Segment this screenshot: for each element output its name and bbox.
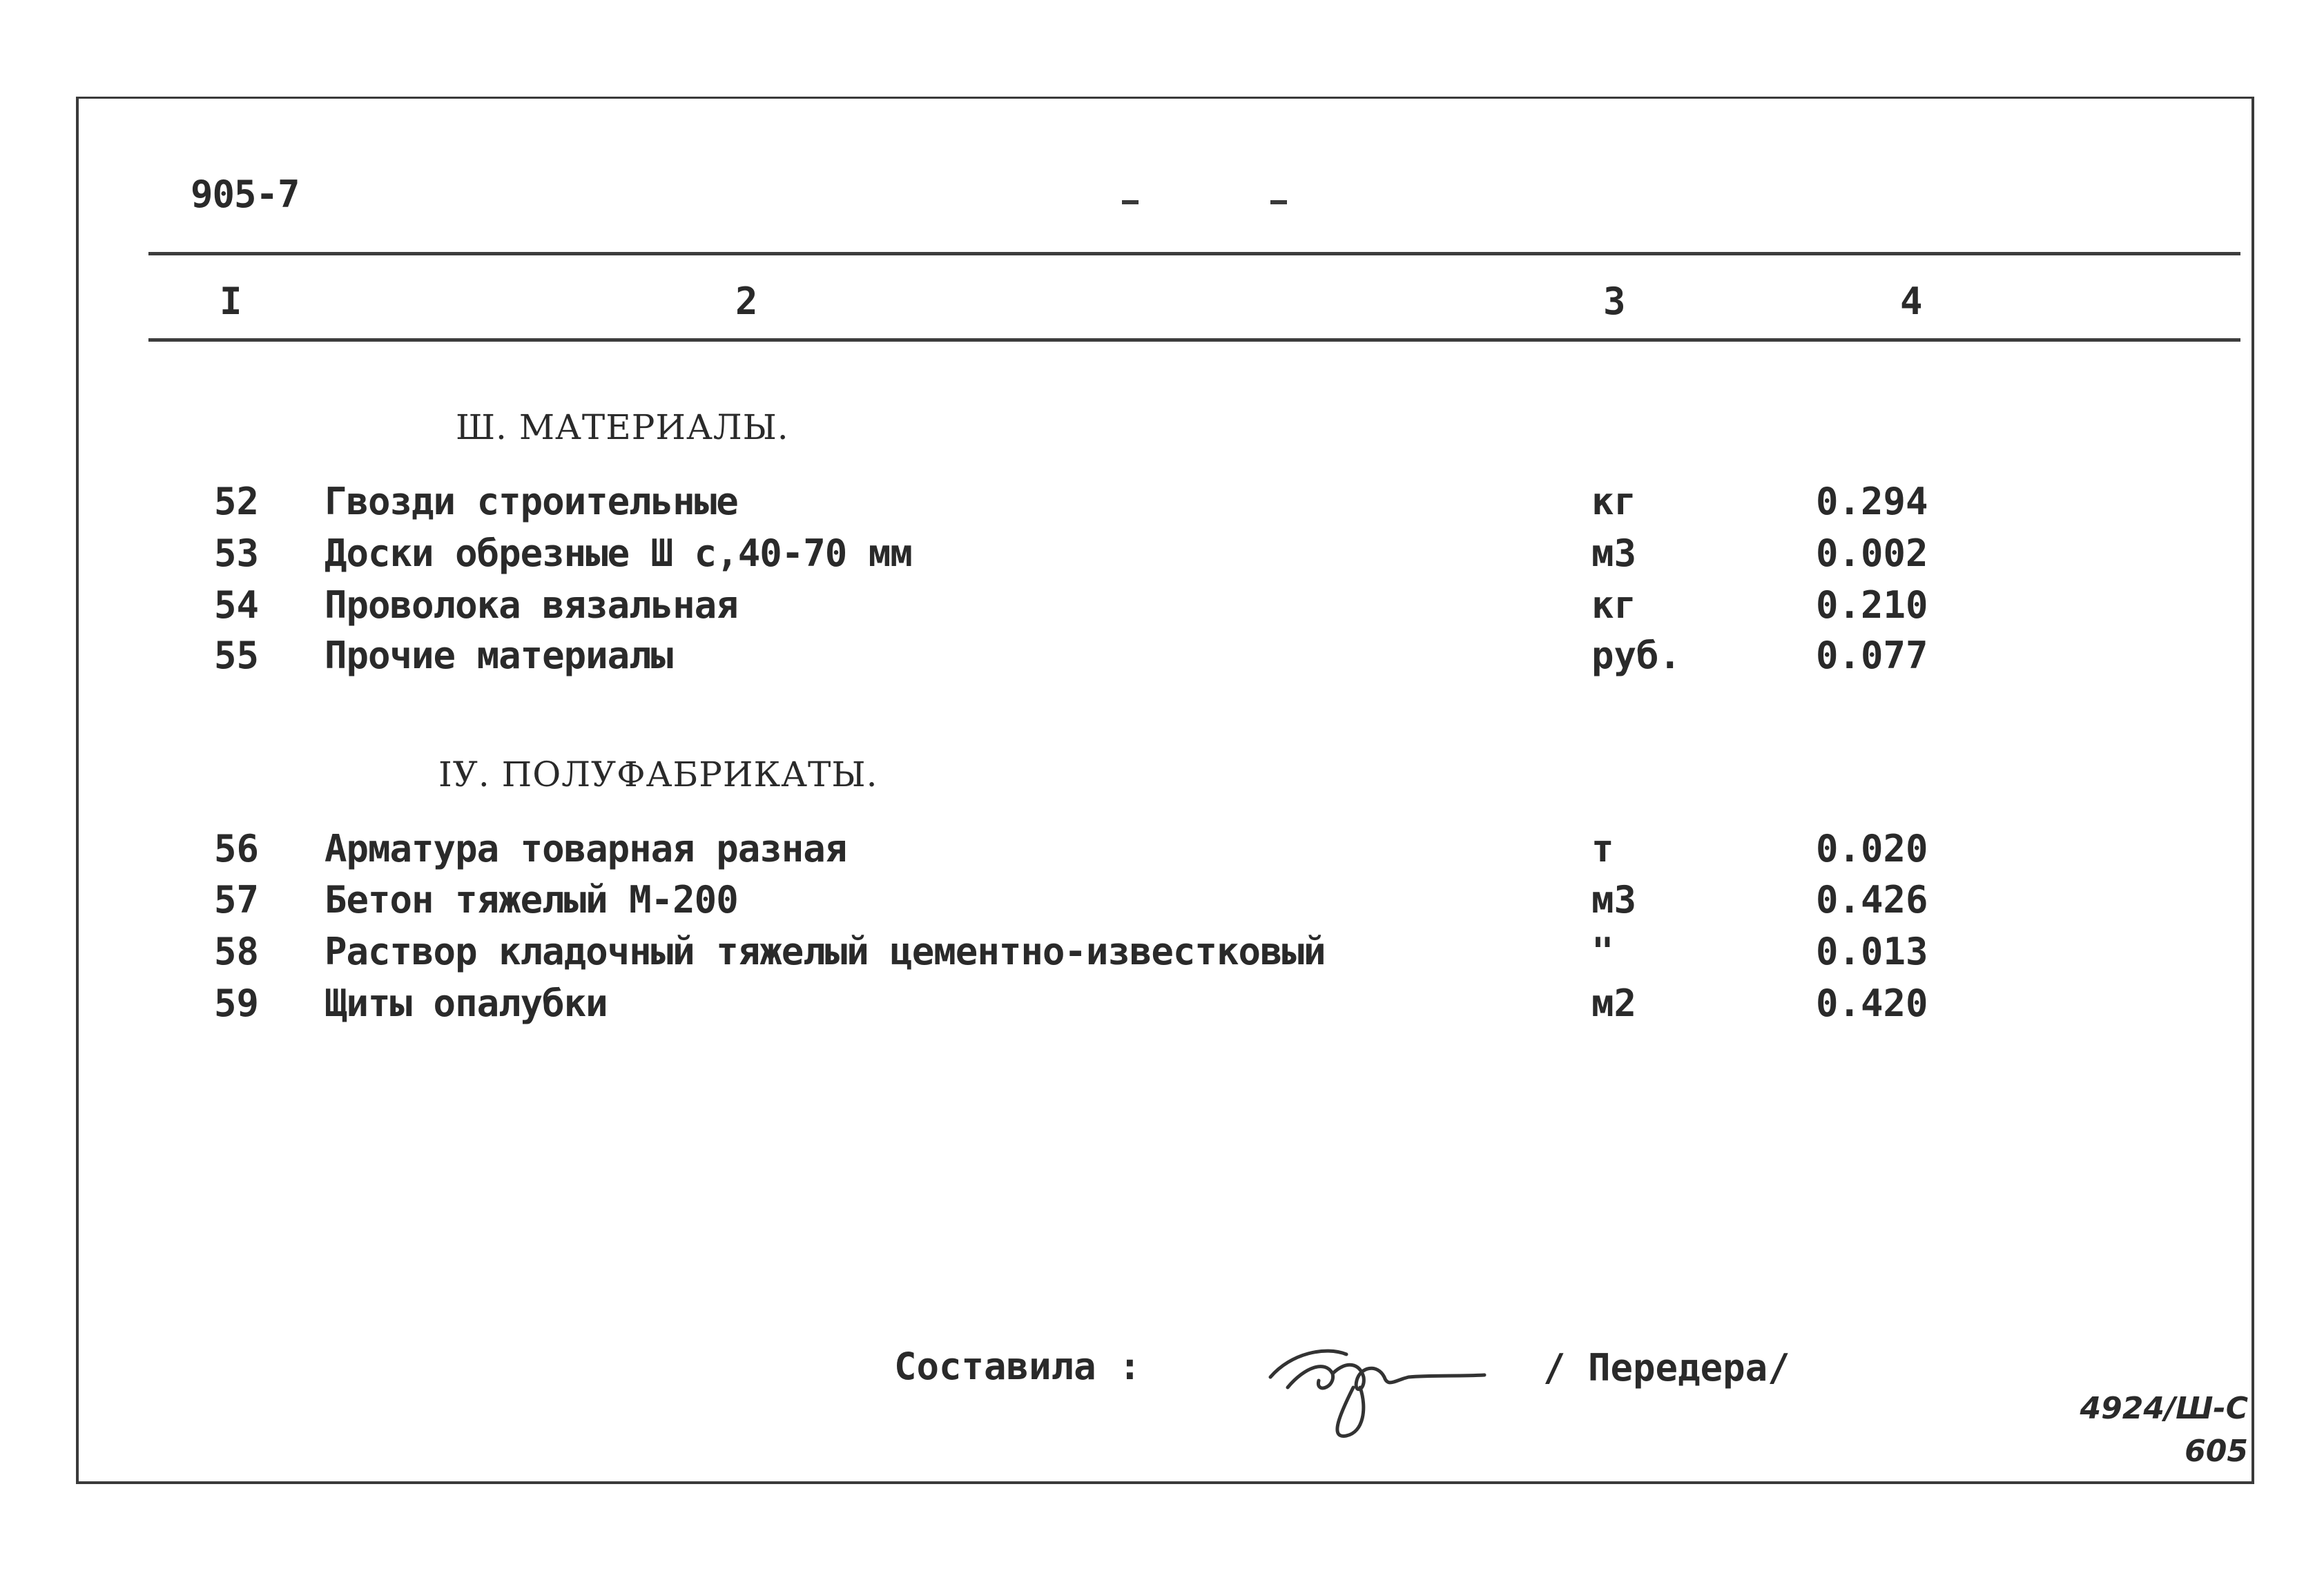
row-quantity: 0.210 — [1816, 583, 1928, 627]
row-quantity: 0.002 — [1816, 532, 1928, 575]
row-unit: м3 — [1591, 878, 1637, 922]
table-top-rule — [148, 252, 2240, 255]
handwritten-signature — [1250, 1312, 1547, 1450]
row-name: Прочие материалы — [325, 634, 673, 677]
row-unit: руб. — [1591, 634, 1682, 677]
compiled-by-label: Составила : — [894, 1345, 1141, 1388]
row-name: Гвозди строительные — [325, 480, 738, 523]
row-number: 53 — [214, 532, 260, 575]
table-header-rule — [148, 338, 2240, 342]
row-name: Раствор кладочный тяжелый цементно-известковый — [325, 930, 1326, 973]
document-sheet — [76, 97, 2254, 1484]
row-number: 59 — [214, 982, 260, 1025]
row-number: 57 — [214, 878, 260, 922]
row-number: 54 — [214, 583, 260, 627]
table-row — [0, 634, 2324, 682]
section-title: IУ. ПОЛУФАБРИКАТЫ. — [438, 754, 878, 794]
row-quantity: 0.294 — [1816, 480, 1928, 523]
row-number: 56 — [214, 827, 260, 870]
stamp-code: 4924/Ш-С — [2080, 1391, 2248, 1426]
table-row — [0, 532, 2324, 580]
row-quantity: 0.013 — [1816, 930, 1928, 973]
column-number-1: I — [220, 280, 242, 323]
stamp-page: 605 — [2185, 1434, 2248, 1469]
table-row — [0, 827, 2324, 875]
header-dash — [1122, 200, 1139, 204]
row-unit: м3 — [1591, 532, 1637, 575]
signer-name: / Передера/ — [1543, 1346, 1790, 1390]
row-quantity: 0.420 — [1816, 982, 1928, 1025]
row-name: Бетон тяжелый М-200 — [325, 878, 738, 922]
header-dash — [1270, 200, 1287, 204]
row-number: 58 — [214, 930, 260, 973]
row-unit: м2 — [1591, 982, 1637, 1025]
column-number-3: 3 — [1603, 280, 1626, 323]
document-code: 905-7 — [191, 173, 300, 216]
row-name: Проволока вязальная — [325, 583, 738, 627]
section-title: Ш. МАТЕРИАЛЫ. — [456, 407, 789, 447]
table-row — [0, 583, 2324, 632]
column-number-4: 4 — [1900, 280, 1923, 323]
row-number: 55 — [214, 634, 260, 677]
table-row — [0, 878, 2324, 926]
table-row — [0, 480, 2324, 528]
table-row — [0, 982, 2324, 1030]
row-name: Щиты опалубки — [325, 982, 608, 1025]
archive-stamp — [2080, 1387, 2248, 1473]
column-number-2: 2 — [735, 280, 758, 323]
row-unit: кг — [1591, 480, 1637, 523]
row-quantity: 0.077 — [1816, 634, 1928, 677]
row-name: Арматура товарная разная — [325, 827, 847, 870]
row-unit: т — [1591, 827, 1614, 870]
row-quantity: 0.020 — [1816, 827, 1928, 870]
table-row — [0, 930, 2324, 978]
row-name: Доски обрезные Ш с,40-70 мм — [325, 532, 912, 575]
row-unit: " — [1591, 930, 1614, 973]
row-number: 52 — [214, 480, 260, 523]
row-unit: кг — [1591, 583, 1637, 627]
row-quantity: 0.426 — [1816, 878, 1928, 922]
